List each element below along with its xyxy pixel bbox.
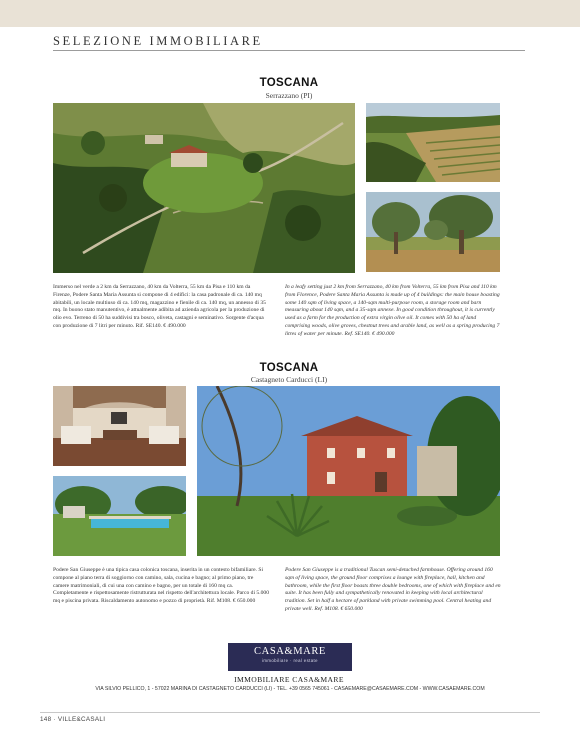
logo-name: CASA&MARE <box>254 646 326 657</box>
pool-photo <box>53 476 186 556</box>
listing-2-locality: Castagneto Carducci (LI) <box>250 375 328 384</box>
olive-trees-photo <box>366 192 500 272</box>
listing-1-locality: Serrazzano (PI) <box>265 91 313 100</box>
top-band <box>0 0 580 27</box>
listing-2-region: TOSCANA <box>259 362 319 374</box>
title-rule <box>53 50 525 51</box>
section-title: SELEZIONE IMMOBILIARE <box>53 34 263 48</box>
listing-1-region: TOSCANA <box>259 77 319 89</box>
agency-address: VIA SILVIO PELLICO, 1 - 57022 MARINA DI CASTAGNETO CARDUCCI (LI) - TEL. +39 0565 745061 - CASAEMARE@CASAEMARE.COM - WWW.CASAEMARE.COM <box>95 686 485 692</box>
logo-tagline: immobiliare · real estate <box>262 658 318 663</box>
listing-2-description-en: Podere San Giuseppe is a traditional Tuscan semi-detached farmhouse. Offering around 160 sqm of living space, the ground floor comprises a lounge with fireplace, hall, kitchen and bathroom, while the first floor boasts three double bedrooms, one of which with fireplace and en suite. It has been fully and sympathetically renovated in keeping with local architectural tradition. Set in half a hectare of parkland with private swimming pool. Central heating and private well. Ref. M108. € 650.000 <box>285 567 501 612</box>
aerial-farm-photo <box>53 103 355 273</box>
listing-2-description-it: Podere San Giuseppe è una tipica casa colonica toscana, inserita in un contesto bifamiliare. Si compone al piano terra di soggiorno con camino, sala, cucina e bagno; al primo piano, tre camere matrimoniali, di cui una con camino e bagno, per un totale di 160 mq ca. Completamente e rispettosamente ristrutturata nel rispetto dell'architettura locale. Parco di 5.000 mq e piscina privata. Riscaldamento autonomo e pozzo di proprietà. Rif. M108. € 650.000 <box>53 567 269 605</box>
agency-logo <box>228 643 352 671</box>
farmhouse-garden-photo <box>197 386 500 556</box>
olive-grove-aerial-photo <box>366 103 500 182</box>
footer-rule <box>40 712 540 713</box>
page-folio: 148 · VILLE&CASALI <box>40 716 106 723</box>
listing-1-description-it: Immerso nel verde a 2 km da Serrazzano, 40 km da Volterra, 55 km da Pisa e 110 km da Firenze, Podere Santa Maria Assunta si compone di 4 edifici: la casa padronale di ca. 140 mq abitabili, un locale multiuso di ca. 140 mq, magazzino e fienile di ca. 140 mq, un annesso di 35 mq. In buono stato manutentivo, è attualmente adibita ad azienda agricola per la produzione di olio evo. Terreno di 50 ha suddivisi tra bosco, oliveta, castagni e seminativo. Sorgente d'acqua con produzione di 7 litri per minuto. Rif. SE140. € 490.000 <box>53 284 266 329</box>
listing-1-description-en: In a leafy setting just 2 km from Serrazzano, 40 km from Volterra, 55 km from Pisa and 110 km from Florence, Podere Santa Maria Assunta is made up of 4 buildings: the main house boasting some 140 sqm of living space, a 140-sqm multi-purpose room, a storage room and barn measuring about 140 sqm, and a 35-sqm annexe. In good condition throughout, it is currently used as a farm for the production of extra virgin olive oil. It comes with 50 ha of land comprising woods, olive groves, chestnut trees and arable land, as well as a spring producing 7 litres of water per minute. Ref. SE140. € 490.000 <box>285 284 500 337</box>
agency-name: IMMOBILIARE CASA&MARE <box>234 675 344 684</box>
interior-living-room-photo <box>53 386 186 466</box>
